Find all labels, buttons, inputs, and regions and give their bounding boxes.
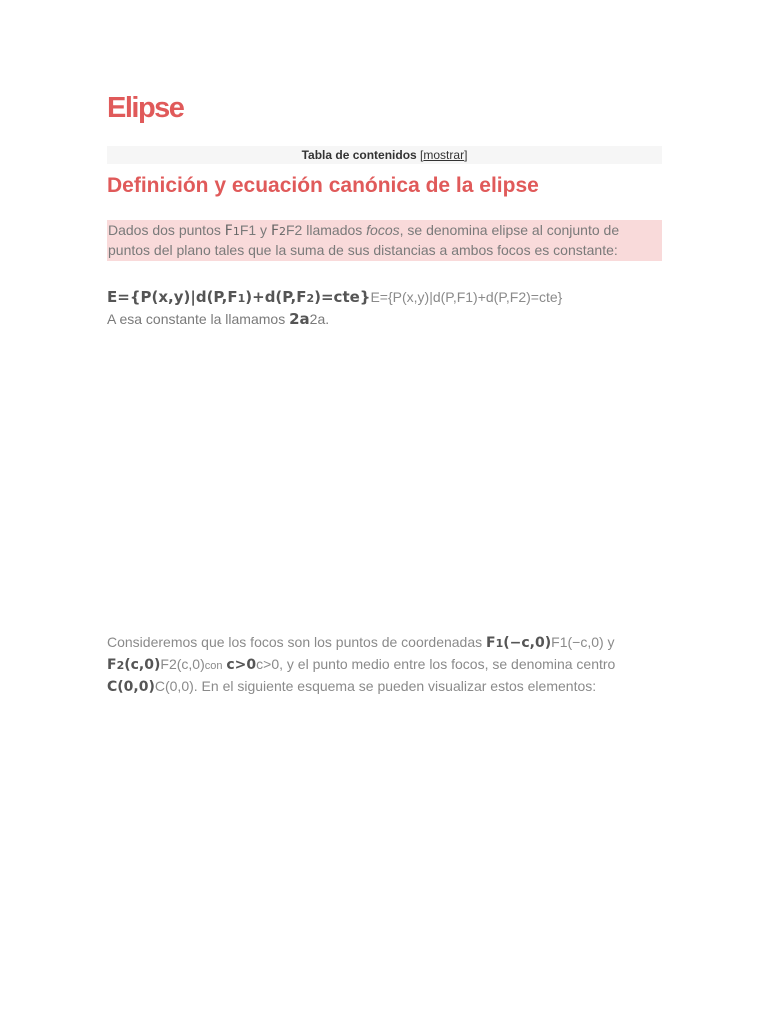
- definition-text-1: Dados dos puntos: [108, 222, 225, 238]
- definition-text-2: y: [256, 222, 271, 238]
- definition-text-3: llamados: [302, 222, 367, 238]
- coords-con: con: [204, 660, 223, 672]
- toc-show-link[interactable]: mostrar: [423, 148, 465, 162]
- coords-condition-plain: c>0: [256, 656, 280, 672]
- coords-f1-letter: F: [486, 635, 496, 651]
- focus-1-letter: F: [224, 223, 233, 239]
- focus-1-plain: F1: [239, 222, 257, 238]
- focus-2-math: [271, 223, 286, 239]
- formula-sub-2: 2: [306, 292, 315, 305]
- focus-2-sub: 2: [279, 225, 286, 238]
- coords-f2-math: [107, 657, 160, 673]
- constant-end: .: [325, 311, 330, 327]
- coords-center-math: C(0,0): [107, 679, 155, 695]
- coords-center-plain: C(0,0): [154, 678, 194, 694]
- focos-term: focos: [366, 222, 400, 238]
- coords-f1-values: (−c,0): [503, 635, 552, 651]
- formula-plain: E={P(x,y)|d(P,F1)+d(P,F2)=cte}: [370, 289, 563, 305]
- constant-text: A esa constante la llamamos: [107, 311, 290, 327]
- coords-f2-values: (c,0): [124, 657, 161, 673]
- focus-2-letter: F: [270, 223, 279, 239]
- constant-plain: 2a: [309, 311, 326, 327]
- coords-f2-plain: F2(c,0): [160, 656, 205, 672]
- focus-2-plain: F2: [286, 222, 303, 238]
- formula-math: [107, 288, 370, 306]
- page-title: Elipse: [107, 92, 184, 124]
- coords-f1-sub: 1: [495, 637, 504, 650]
- constant-line: [107, 309, 329, 329]
- coords-f1-plain: F1(−c,0): [551, 634, 604, 650]
- coords-text-5: . En el siguiente esquema se pueden visualizar estos elementos:: [193, 678, 597, 694]
- focus-1-math: [225, 223, 240, 239]
- toc-title: Tabla de contenidos: [301, 148, 417, 162]
- formula-part-a: E={P(x,y)|d(P,F: [107, 288, 238, 306]
- focus-1-sub: 1: [232, 225, 240, 238]
- constant-math: 2a: [289, 310, 310, 328]
- formula-part-b: )+d(P,F: [245, 288, 307, 306]
- coords-condition-math: c>0: [226, 657, 257, 673]
- toc-open-bracket: [: [420, 148, 424, 162]
- formula-sub-1: 1: [237, 292, 246, 305]
- coords-text-2: y: [603, 634, 615, 650]
- coords-f2-letter: F: [107, 657, 117, 673]
- coords-text-1: Consideremos que los focos son los puntos de coordenadas: [107, 634, 487, 650]
- definition-box: [107, 220, 662, 261]
- coords-f1-math: [486, 635, 551, 651]
- ellipse-formula: [107, 287, 662, 309]
- formula-part-c: )=cte}: [314, 288, 371, 306]
- table-of-contents: [107, 146, 662, 164]
- coords-text-4: , y el punto medio entre los focos, se denomina centro: [279, 656, 616, 672]
- coords-f2-sub: 2: [116, 659, 125, 672]
- toc-close-bracket: ]: [464, 148, 468, 162]
- definition-text-4: , se denomina elipse al conjunto de puntos del plano tales que la suma de sus distancias a ambos focos es constante:: [108, 222, 620, 258]
- section-heading: Definición y ecuación canónica de la elipse: [107, 174, 539, 197]
- coordinates-paragraph: [107, 632, 647, 697]
